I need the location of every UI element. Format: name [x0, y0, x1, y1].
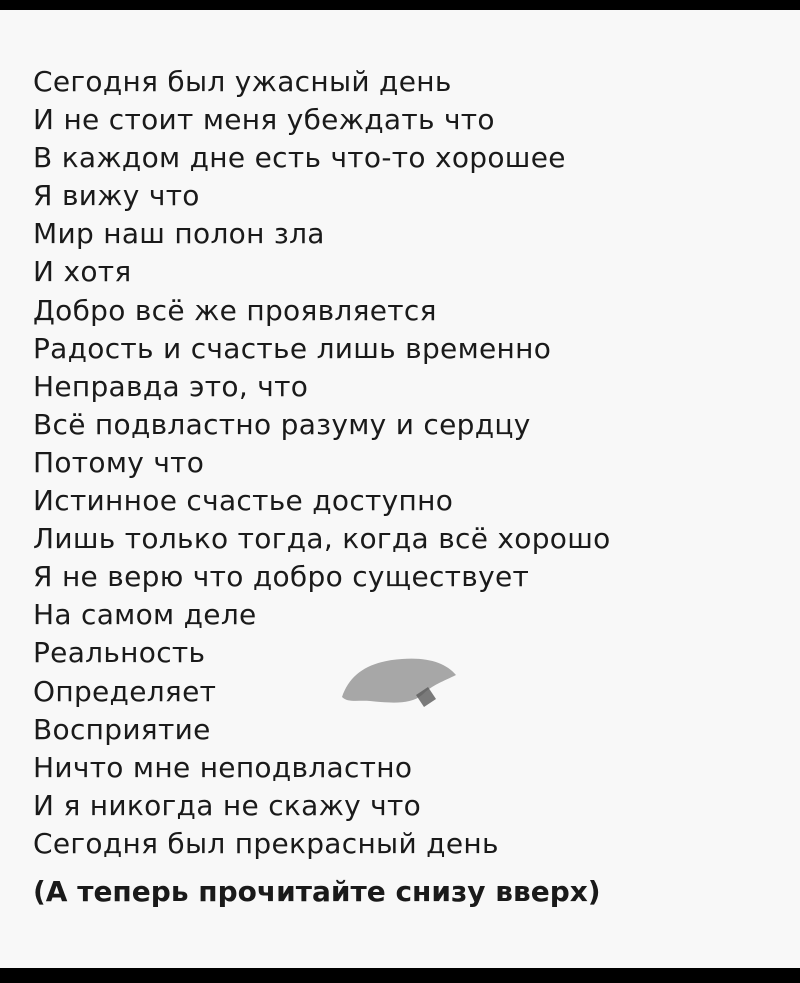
- poem-line: Потому что: [33, 445, 205, 479]
- poem-line: Истинное счастье доступно: [33, 484, 454, 518]
- poem-line: Всё подвластно разуму и сердцу: [33, 407, 531, 441]
- poem-line: Я не верю что добро существует: [33, 560, 530, 594]
- read-bottom-up-note: (А теперь прочитайте снизу вверх): [33, 875, 601, 908]
- poem-line: И я никогда не скажу что: [33, 788, 422, 822]
- poem-page: [0, 10, 800, 968]
- poem-text: [33, 63, 773, 863]
- poem-line: В каждом дне есть что-то хорошее: [33, 141, 566, 175]
- poem-line: И хотя: [33, 255, 132, 289]
- poem-line: Определяет: [33, 674, 217, 708]
- poem-line: Лишь только тогда, когда всё хорошо: [33, 522, 611, 556]
- poem-line: Сегодня был ужасный день: [33, 65, 452, 98]
- poem-line: И не стоит меня убеждать что: [33, 103, 495, 137]
- poem-line: Реальность: [33, 636, 206, 670]
- poem-line: Добро всё же проявляется: [33, 293, 437, 327]
- poem-line: Радость и счастье лишь временно: [33, 331, 552, 365]
- poem-line: Сегодня был прекрасный день: [33, 826, 499, 860]
- poem-line: На самом деле: [33, 598, 257, 632]
- poem-line: Неправда это, что: [33, 369, 309, 403]
- poem-line: Я вижу что: [33, 179, 200, 213]
- poem-line: Мир наш полон зла: [33, 217, 325, 251]
- smudge-mark: [340, 655, 460, 715]
- poem-line: Восприятие: [33, 712, 211, 746]
- poem-line: Ничто мне неподвластно: [33, 750, 413, 784]
